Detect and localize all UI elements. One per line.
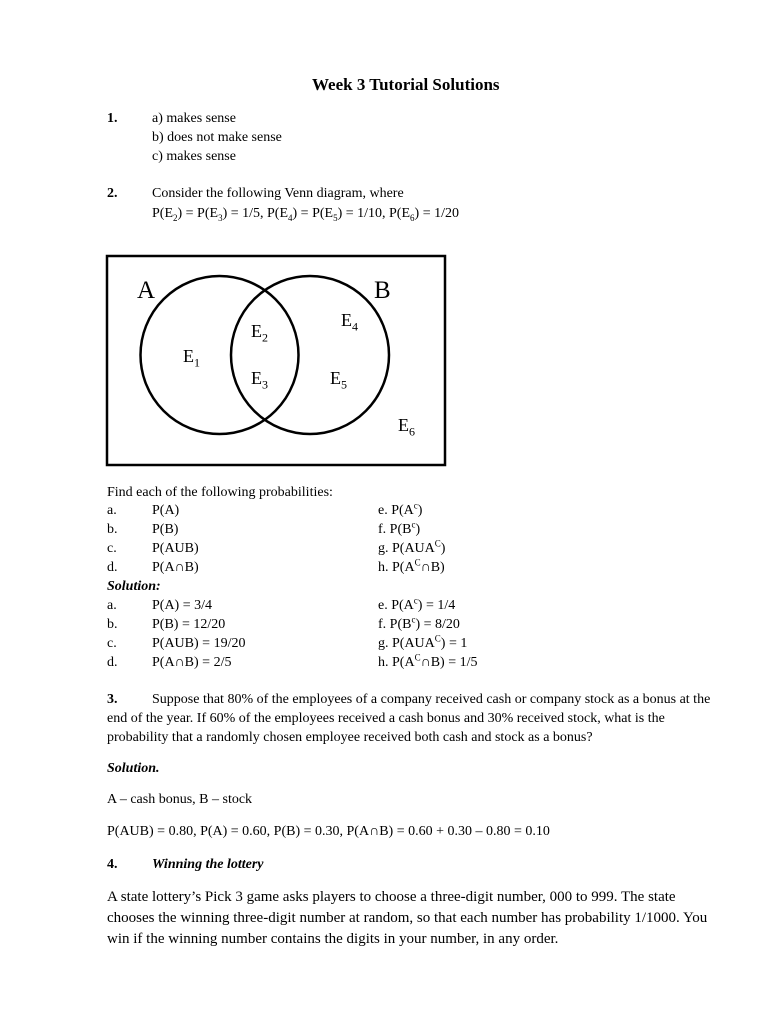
question-key: d. xyxy=(107,560,118,575)
q4-number: 4. xyxy=(107,857,118,872)
q3-definitions: A – cash bonus, B – stock xyxy=(107,792,253,807)
q2-find-heading: Find each of the following probabilities: xyxy=(107,485,333,500)
answer-complement: e. $P(A^c) = 1/4$ xyxy=(378,595,456,613)
answer-text: P(A∩B) = 2/5 xyxy=(152,655,232,670)
answer-complement: h. $P(A^C\cap B) = 1/5$ xyxy=(378,652,478,670)
q3-text-line1: Suppose that 80% of the employees of a company received cash or company stock as a bonus at the xyxy=(152,692,711,707)
answer-key: a. xyxy=(107,598,117,613)
answer-key: c. xyxy=(107,636,117,651)
answer-key: b. xyxy=(107,617,118,632)
question-complement: h. $P(A^C\cap B)$ xyxy=(378,557,445,575)
answer-text: P(AUB) = 19/20 xyxy=(152,636,246,651)
set-a-circle xyxy=(141,276,299,434)
question-text: P(A) xyxy=(152,503,180,518)
q1-answer-b: b) does not make sense xyxy=(152,130,282,145)
q2-number: 2. xyxy=(107,186,118,201)
answer-key: d. xyxy=(107,655,118,670)
question-complement: g. $P(AUA^C)$ xyxy=(378,538,446,556)
q2-intro: Consider the following Venn diagram, where xyxy=(152,186,404,201)
question-key: a. xyxy=(107,503,117,518)
q3-text-line2: end of the year. If 60% of the employees received a cash bonus and 30% received stock, what is the xyxy=(107,711,665,726)
event-e4-label: $E_4$ xyxy=(341,310,358,334)
set-a-label: A xyxy=(137,277,156,304)
q3-text-line3: probability that a randomly chosen employee received both cash and stock as a bonus? xyxy=(107,730,593,745)
q1-answer-a: a) makes sense xyxy=(152,111,236,126)
event-e6-label: $E_6$ xyxy=(398,415,415,439)
set-b-label: B xyxy=(374,277,391,304)
q4-paragraph: A state lottery’s Pick 3 game asks players to choose a three-digit number, 000 to 999. The state chooses the winning three-digit number at random, so that each number has probability 1/1000. You win if the winning number contains the digits in your number, in any order. xyxy=(107,889,708,947)
q4-heading: Winning the lottery xyxy=(152,857,264,872)
sample-space-box xyxy=(107,256,445,465)
q1-answer-c: c) makes sense xyxy=(152,149,236,164)
event-e2-label: $E_2$ xyxy=(251,321,268,345)
question-text: P(B) xyxy=(152,522,179,537)
event-e1-label: $E_1$ xyxy=(183,346,200,370)
question-key: c. xyxy=(107,541,117,556)
question-text: P(A∩B) xyxy=(152,560,199,575)
answer-text: P(A) = 3/4 xyxy=(152,598,213,613)
question-text: P(AUB) xyxy=(152,541,199,556)
answer-complement: f. $P(B^c) = 8/20$ xyxy=(378,614,460,632)
set-b-circle xyxy=(231,276,389,434)
question-complement: e. $P(A^c)$ xyxy=(378,500,423,518)
question-key: b. xyxy=(107,522,118,537)
event-e3-label: $E_3$ xyxy=(251,368,268,392)
answer-text: P(B) = 12/20 xyxy=(152,617,226,632)
q3-calculation: P(AUB) = 0.80, P(A) = 0.60, P(B) = 0.30, P(A∩B) = 0.60 + 0.30 – 0.80 = 0.10 xyxy=(107,824,550,839)
question-complement: f. $P(B^c)$ xyxy=(378,519,421,537)
q2-solution-heading: Solution: xyxy=(107,579,161,594)
q1-number: 1. xyxy=(107,111,118,126)
q3-number: 3. xyxy=(107,692,118,707)
q3-solution-heading: Solution. xyxy=(107,761,160,776)
page-title: Week 3 Tutorial Solutions xyxy=(312,75,500,94)
answer-complement: g. $P(AUA^C) = 1$ xyxy=(378,633,468,651)
event-e5-label: $E_5$ xyxy=(330,368,347,392)
q2-given-probabilities: $P(E_2) = P(E_3) = 1/5$, $P(E_4) = P(E_5) = 1/10$, $P(E_6) = 1/20$ xyxy=(152,206,459,223)
